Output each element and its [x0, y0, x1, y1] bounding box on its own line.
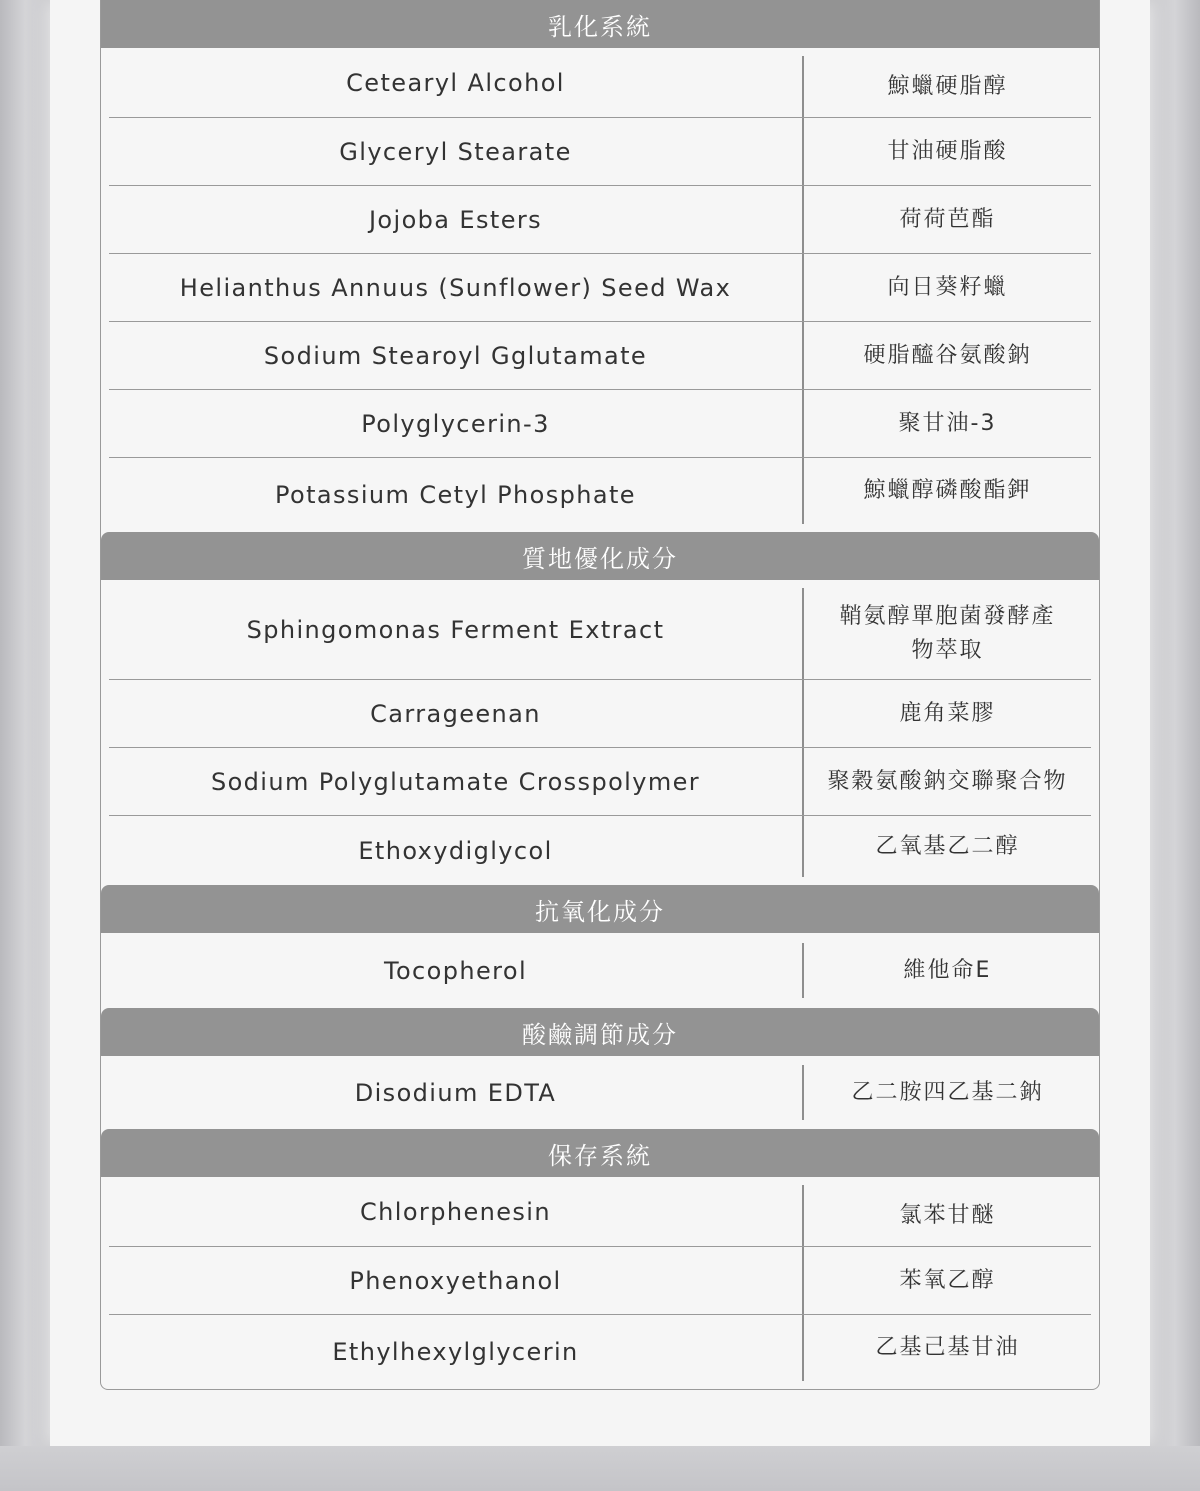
ingredient-zh-cell	[802, 580, 1091, 679]
ingredient-zh: 乙基己基甘油	[802, 1315, 1091, 1381]
ingredient-zh-cell	[802, 1315, 1091, 1389]
ingredient-en: Sodium Polyglutamate Crosspolymer	[210, 767, 701, 796]
ingredient-en: Cetearyl Alcohol	[346, 68, 565, 97]
ingredient-zh-cell	[802, 748, 1091, 815]
ingredient-zh-cell	[802, 1056, 1091, 1129]
ingredient-zh-cell	[802, 816, 1091, 885]
ingredient-zh-cell	[802, 186, 1091, 253]
table-row	[109, 1315, 1091, 1389]
ingredient-zh-cell	[802, 390, 1091, 457]
ingredient-zh: 苯氧乙醇	[802, 1247, 1091, 1314]
section-header: 酸鹼調節成分	[101, 1008, 1099, 1056]
table-row	[109, 186, 1091, 254]
section-body	[101, 48, 1099, 532]
ingredient-zh: 硬脂醯谷氨酸鈉	[802, 322, 1091, 389]
ingredient-zh: 聚甘油-3	[802, 390, 1091, 457]
section-emulsifier	[101, 0, 1099, 532]
table-row	[109, 1056, 1091, 1129]
ingredient-zh-cell	[802, 1247, 1091, 1314]
ingredient-en: Glyceryl Stearate	[339, 137, 572, 166]
ingredient-zh-cell	[802, 458, 1091, 532]
section-ph-adjuster	[101, 1008, 1099, 1129]
table-row	[109, 580, 1091, 680]
ingredient-zh: 氯苯甘醚	[802, 1185, 1091, 1246]
ingredient-en: Polyglycerin-3	[361, 409, 550, 438]
table-row	[109, 254, 1091, 322]
ingredient-zh-wrap	[802, 588, 1091, 679]
table-row	[109, 1177, 1091, 1247]
ingredient-zh: 鯨蠟醇磷酸酯鉀	[802, 458, 1091, 524]
section-header: 乳化系統	[101, 0, 1099, 48]
ingredient-zh-cell	[802, 48, 1091, 117]
section-header: 保存系統	[101, 1129, 1099, 1177]
ingredient-zh: 甘油硬脂酸	[802, 118, 1091, 185]
bottom-band	[0, 1446, 1200, 1491]
ingredient-zh: 乙氧基乙二醇	[802, 816, 1091, 877]
section-body	[101, 1056, 1099, 1129]
table-row	[109, 322, 1091, 390]
section-preservative	[101, 1129, 1099, 1389]
table-row	[109, 816, 1091, 885]
ingredient-zh: 鯨蠟硬脂醇	[802, 56, 1091, 117]
section-body	[101, 1177, 1099, 1389]
ingredient-zh: 聚穀氨酸鈉交聯聚合物	[802, 748, 1091, 815]
ingredient-en: Potassium Cetyl Phosphate	[275, 481, 636, 509]
table-row	[109, 1247, 1091, 1315]
ingredient-zh: 鞘氨醇單胞菌發酵產物萃取	[839, 603, 1056, 663]
table-row	[109, 933, 1091, 1008]
ingredient-zh: 荷荷芭酯	[802, 186, 1091, 253]
ingredient-en: Disodium EDTA	[354, 1078, 557, 1107]
ingredient-zh: 維他命E	[802, 943, 1091, 998]
section-header: 抗氧化成分	[101, 885, 1099, 933]
table-row	[109, 118, 1091, 186]
ingredient-en: Phenoxyethanol	[349, 1266, 562, 1295]
ingredient-zh-cell	[802, 322, 1091, 389]
table-row	[109, 458, 1091, 532]
table-row	[109, 48, 1091, 118]
ingredient-zh-cell	[802, 1177, 1091, 1246]
ingredient-en: Chlorphenesin	[360, 1197, 551, 1226]
table-row	[109, 680, 1091, 748]
ingredient-zh-cell	[802, 680, 1091, 747]
ingredient-en: Ethylhexylglycerin	[332, 1338, 579, 1366]
ingredient-en: Sodium Stearoyl Gglutamate	[263, 341, 648, 370]
table-row	[109, 390, 1091, 458]
ingredient-zh-cell	[802, 933, 1091, 1008]
ingredient-zh-cell	[802, 118, 1091, 185]
ingredient-zh-cell	[802, 254, 1091, 321]
ingredient-en: Helianthus Annuus (Sunflower) Seed Wax	[179, 273, 732, 302]
section-body	[101, 580, 1099, 885]
ingredient-en: Tocopherol	[383, 956, 528, 985]
ingredient-zh: 鹿角菜膠	[802, 680, 1091, 747]
ingredient-en: Jojoba Esters	[368, 205, 543, 234]
section-texture	[101, 532, 1099, 885]
ingredient-zh: 向日葵籽蠟	[802, 254, 1091, 321]
section-header: 質地優化成分	[101, 532, 1099, 580]
ingredient-en: Carrageenan	[370, 699, 541, 728]
table-row	[109, 748, 1091, 816]
ingredient-en: Sphingomonas Ferment Extract	[246, 615, 665, 644]
section-antioxidant	[101, 885, 1099, 1008]
section-body	[101, 933, 1099, 1008]
ingredient-table	[100, 0, 1100, 1390]
ingredient-en: Ethoxydiglycol	[358, 836, 553, 865]
ingredient-zh: 乙二胺四乙基二鈉	[802, 1065, 1091, 1120]
